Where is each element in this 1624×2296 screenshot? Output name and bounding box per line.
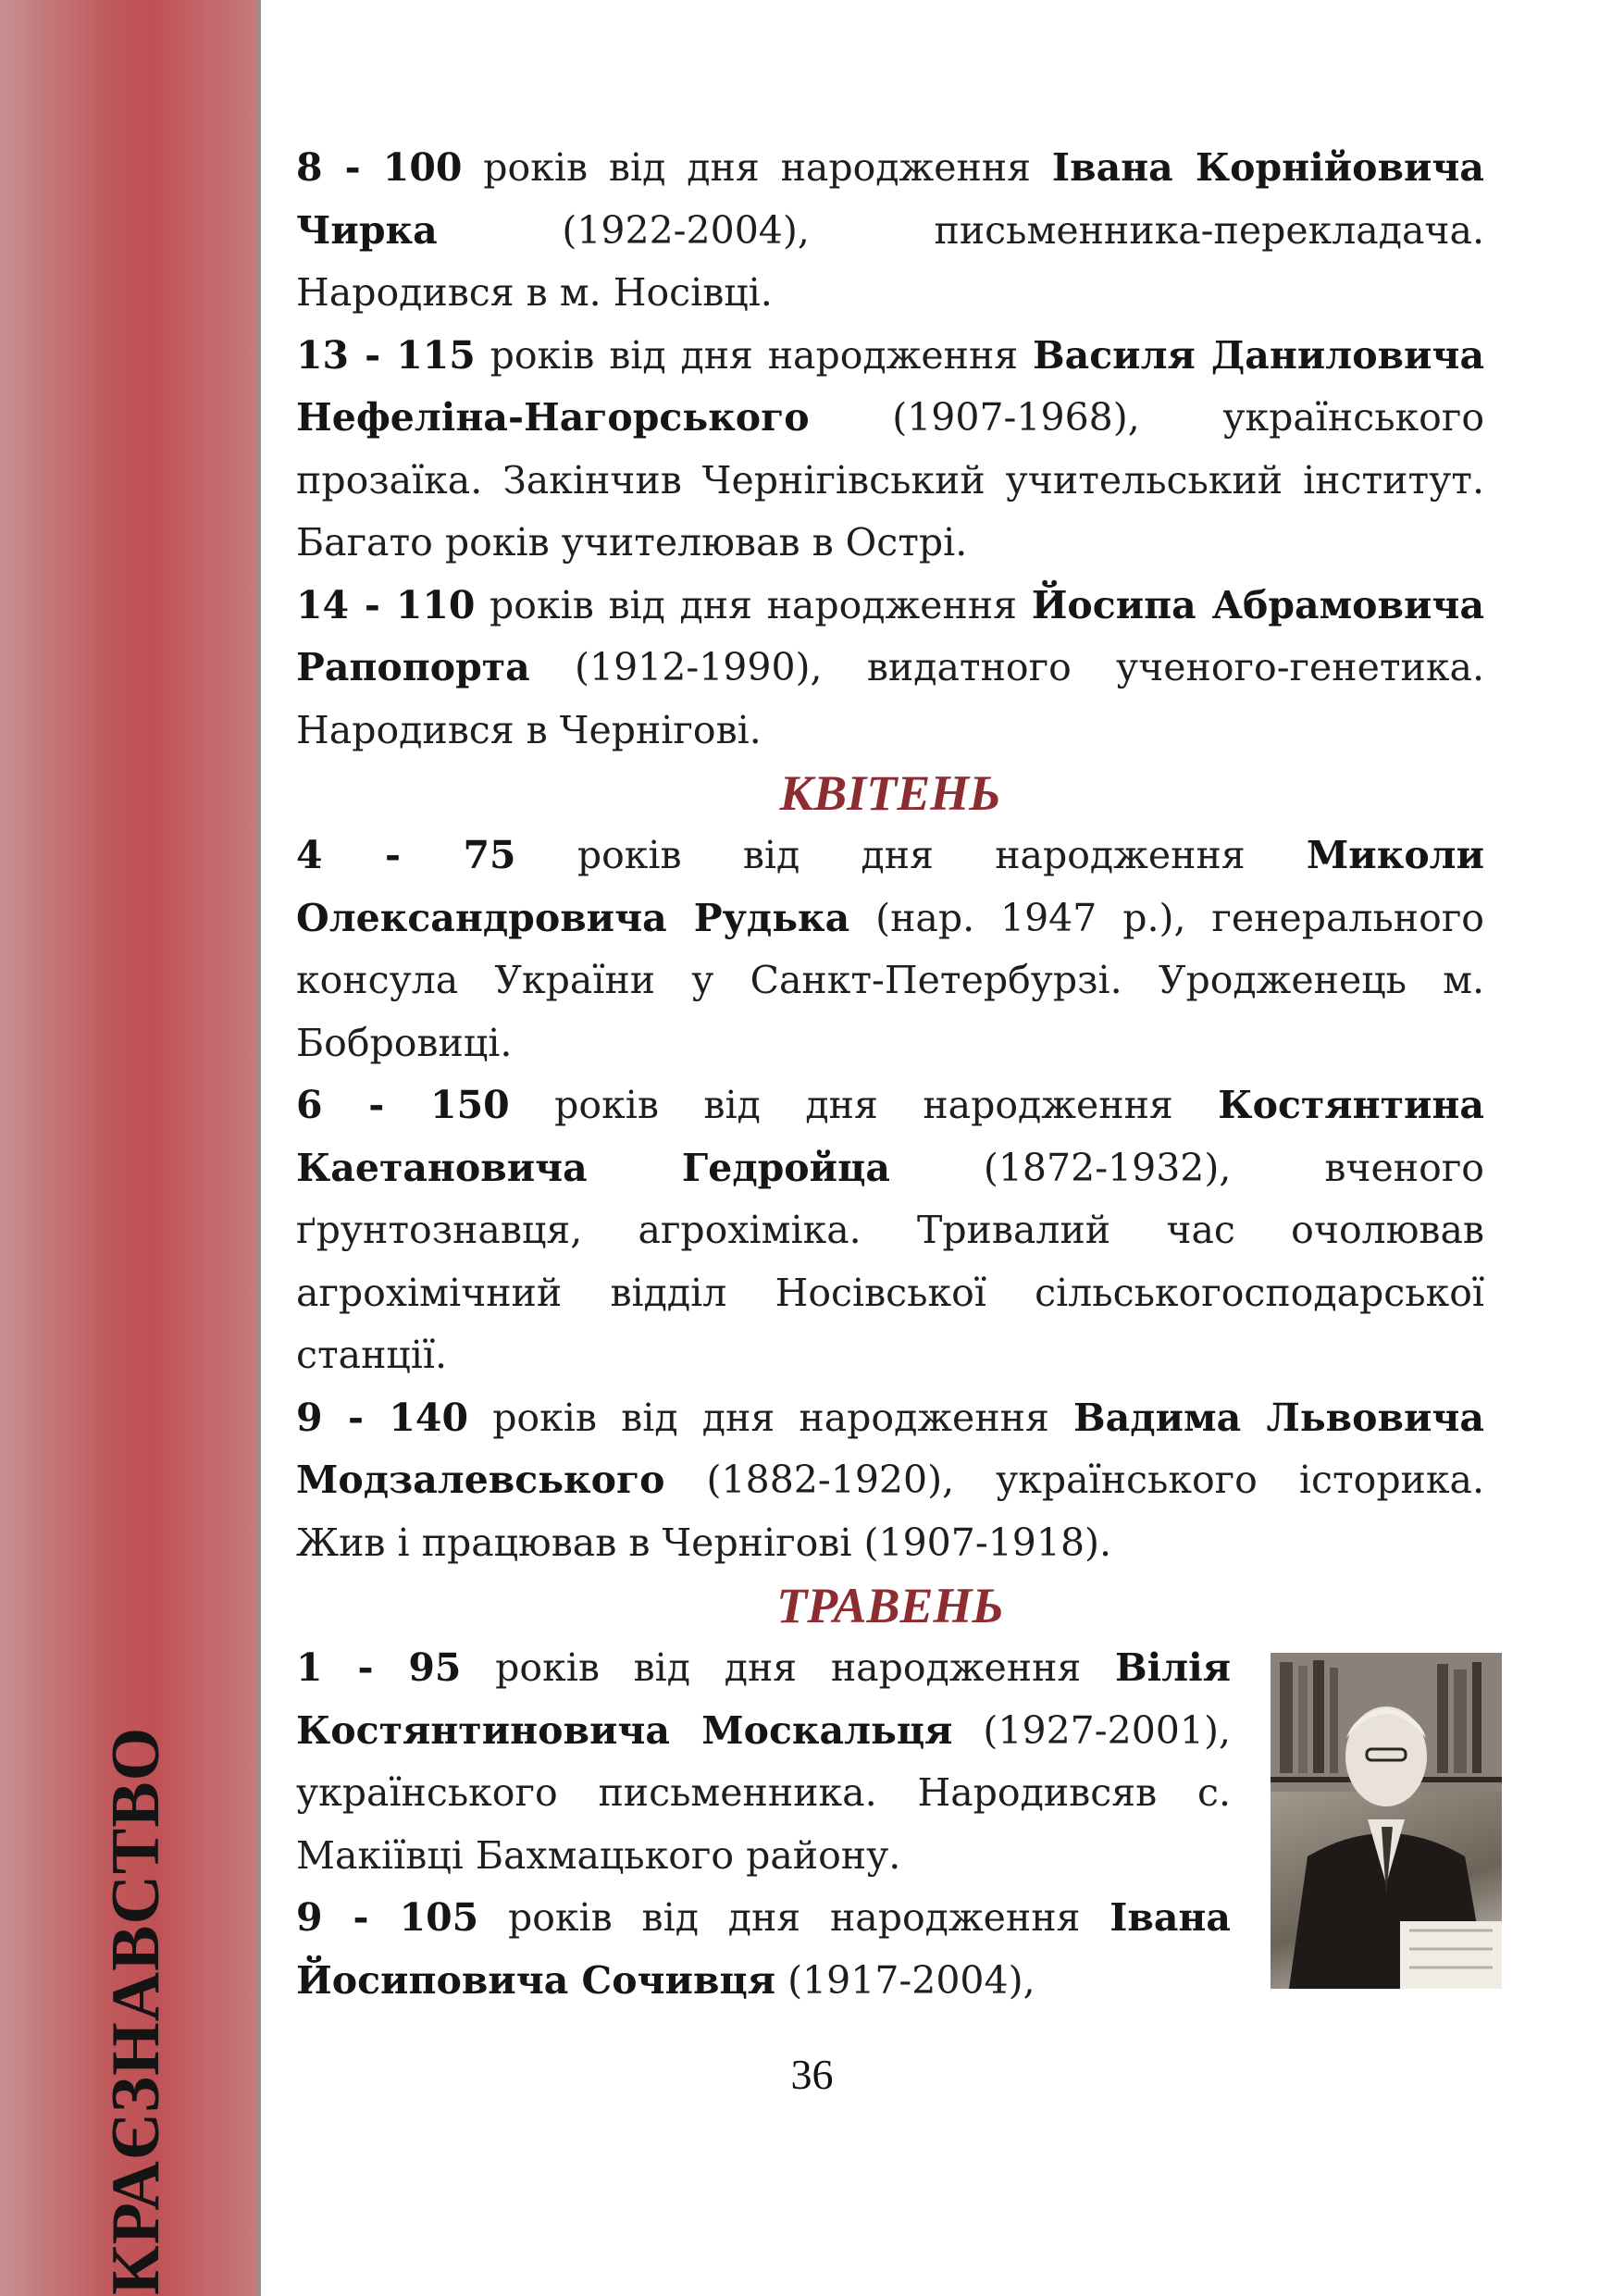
- entry-text: років від дня народження: [461, 1645, 1115, 1690]
- entry-person: Василя Даниловича Нефеліна-Нагорського: [296, 332, 1485, 440]
- entry-date: 4 - 75: [296, 833, 516, 877]
- portrait-photo: [1271, 1653, 1502, 1989]
- entry-march-8: [296, 137, 1484, 325]
- entry-march-13: [296, 325, 1484, 575]
- entry-text: років від дня народження: [515, 833, 1307, 877]
- entry-text: років від дня народження: [462, 145, 1052, 190]
- entry-date: 14 - 110: [296, 582, 476, 627]
- entry-date: 1 - 95: [296, 1645, 462, 1690]
- entry-person: Вадима Львовича Модзалевського: [296, 1395, 1484, 1502]
- entry-date: 9 - 105: [296, 1895, 479, 1940]
- entry-april-4: [296, 825, 1484, 1074]
- entry-person: Йосипа Абрамовича Рапопорта: [296, 582, 1485, 689]
- entry-person: Миколи Олександровича Рудька: [296, 833, 1484, 940]
- entry-may-9: [296, 1887, 1231, 2012]
- month-heading-may: ТРАВЕНЬ: [776, 1578, 1004, 1633]
- entry-text: років від дня народження: [475, 582, 1032, 627]
- portrait-illustration: [1271, 1653, 1502, 1989]
- entry-person: Івана Йосиповича Сочивця: [296, 1895, 1231, 2003]
- entry-date: 8 - 100: [296, 145, 463, 190]
- month-heading-april: КВІТЕНЬ: [779, 765, 1001, 821]
- entry-text: (1882-1920), українського історика. Жив і працював в Чернігові (1907-1918).: [296, 1458, 1484, 1565]
- entry-person: Костянтина Каетановича Гедройца: [296, 1083, 1484, 1190]
- entry-date: 13 - 115: [296, 332, 476, 378]
- entry-april-6: [296, 1074, 1484, 1387]
- entry-person: Вілія Костянтиновича Москальця: [296, 1645, 1231, 1753]
- entry-text: (1917-2004),: [775, 1957, 1035, 2003]
- entry-date: 9 - 140: [296, 1395, 468, 1440]
- entry-may-1: [296, 1637, 1231, 1887]
- entry-person: Івана Корнійовича Чирка: [296, 145, 1484, 253]
- page-number: 36: [790, 2051, 834, 2098]
- entry-text: років від дня народження: [475, 332, 1033, 378]
- entry-date: 6 - 150: [296, 1083, 510, 1127]
- entry-text: (нар. 1947 р.), генерального консула України у Санкт-Петербурзі. Уродженець м. Бобровиці.: [296, 895, 1484, 1065]
- entry-text: років від дня народження: [509, 1083, 1219, 1127]
- entry-text: (1907-1968), українського прозаїка. Закінчив Чернігівський учительський інститут. Багато років учителював в Острі.: [296, 395, 1484, 565]
- entry-text: років від дня народження: [478, 1895, 1110, 1940]
- entry-april-9: [296, 1387, 1484, 1575]
- entry-text: (1872-1932), вченого ґрунтознавця, агрохіміка. Тривалий час очолював агрохімічний відділ Носівської сільськогосподарської станції.: [296, 1145, 1484, 1377]
- entry-march-14: [296, 575, 1484, 763]
- sidebar-divider: [257, 0, 261, 2296]
- section-label: КРАЄЗНАВСТВО: [98, 1726, 174, 2295]
- entry-text: років від дня народження: [468, 1395, 1074, 1440]
- entry-text: (1922-2004), письменника-перекладача. Народився в м. Носівці.: [296, 207, 1484, 315]
- entry-text: (1912-1990), видатного ученого-генетика. Народився в Чернігові.: [296, 645, 1484, 752]
- entry-text: (1927-2001), українського письменника. Народивсяв с. Макіївці Бахмацького району.: [296, 1707, 1231, 1878]
